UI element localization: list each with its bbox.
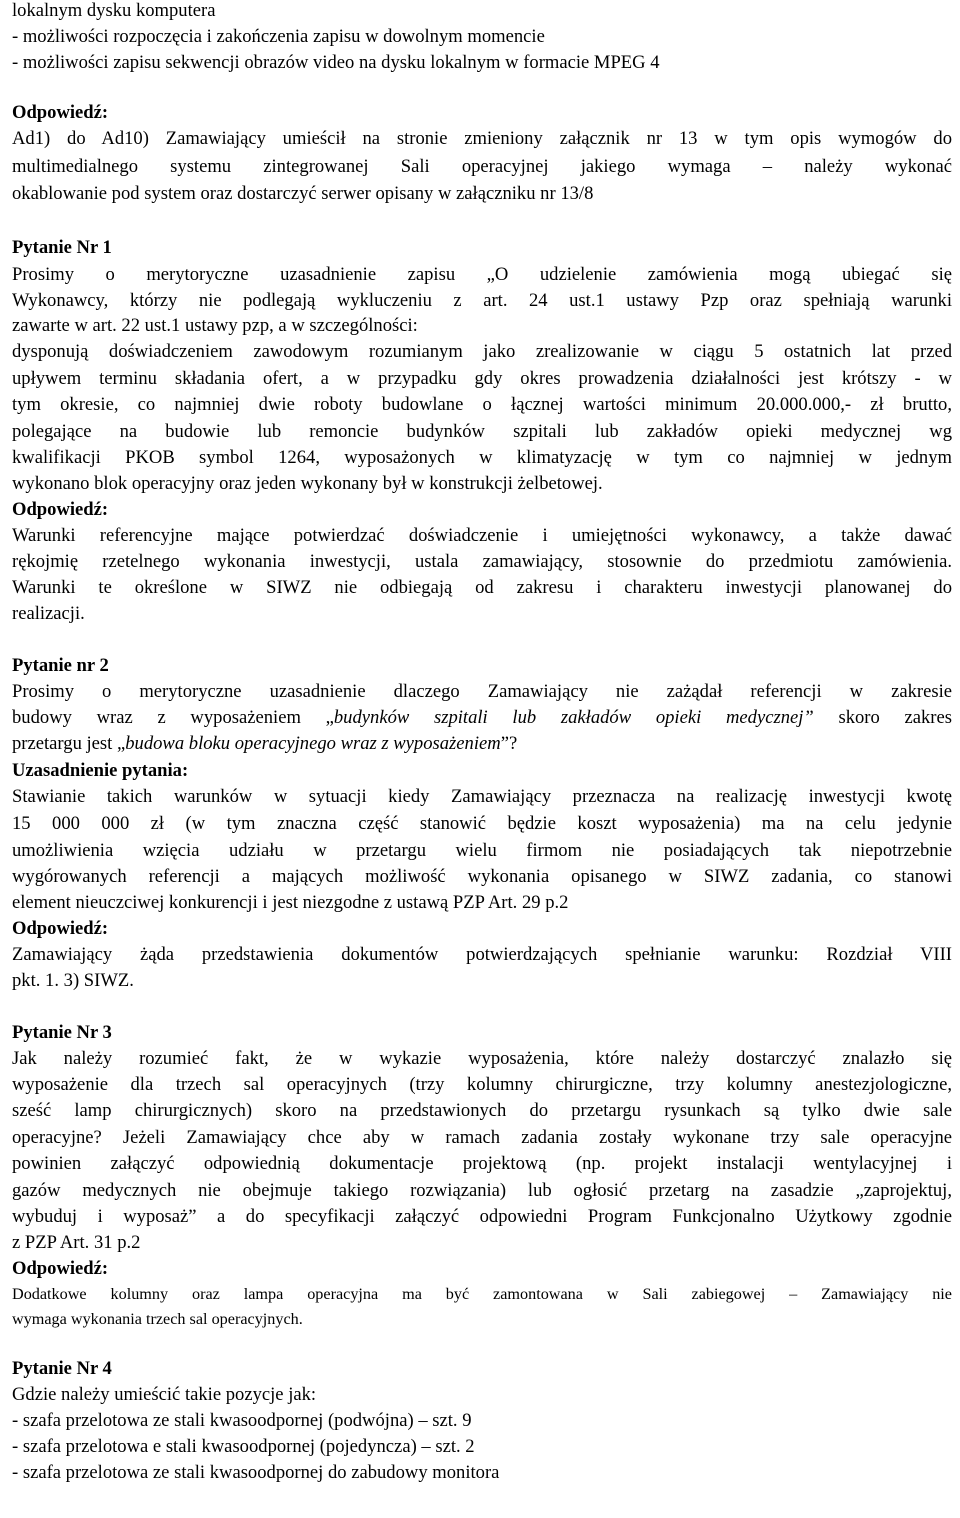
question-text-line: Gdzie należy umieścić takie pozycje jak: bbox=[12, 1384, 317, 1405]
answer-text-line: Dodatkowe kolumny oraz lampa operacyjna ma być zamontowana w Sali zabiegowej – Zamawiający nie bbox=[12, 1285, 952, 1303]
question-3-title: Pytanie Nr 3 bbox=[12, 1022, 112, 1043]
answer-heading: Odpowiedź: bbox=[12, 102, 109, 123]
question-text-line: tym okresie, co najmniej dwie roboty budowlane o łącznej wartości minimum 20.000.000,- zł brutto, bbox=[12, 394, 952, 415]
question-text-line: dysponują doświadczeniem zawodowym rozumianym jako zrealizowanie w ciągu 5 ostatnich lat przed bbox=[12, 341, 952, 362]
list-item: - szafa przelotowa ze stali kwasoodpornej do zabudowy monitora bbox=[12, 1462, 500, 1483]
answer-text-line: Warunki referencyjne mające potwierdzać doświadczenie i umiejętności wykonawcy, a także dawać bbox=[12, 525, 952, 546]
question-text-line: Prosimy o merytoryczne uzasadnienie dlaczego Zamawiający nie zażądał referencji w zakresie bbox=[12, 681, 952, 702]
answer-heading: Odpowiedź: bbox=[12, 918, 109, 939]
reason-text-line: Stawianie takich warunków w sytuacji kiedy Zamawiający przeznacza na realizację inwestycji kwotę bbox=[12, 786, 952, 807]
question-text-line: powinien załączyć odpowiednią dokumentacje projektową (np. projekt instalacji wentylacyjnej i bbox=[12, 1153, 952, 1174]
question-text-line bbox=[12, 731, 517, 757]
question-text-line: z PZP Art. 31 p.2 bbox=[12, 1232, 141, 1253]
question-text-line: wykonano blok operacyjny oraz jeden wykonany był w konstrukcji żelbetowej. bbox=[12, 473, 603, 494]
list-item: - szafa przelotowa e stali kwasoodpornej (pojedyncza) – szt. 2 bbox=[12, 1436, 475, 1457]
question-text-line: kwalifikacji PKOB symbol 1264, wyposażonych w klimatyzację w tym co najmniej w jednym bbox=[12, 447, 952, 468]
answer-text-line: Zamawiający żąda przedstawienia dokumentów potwierdzających spełnianie warunku: Rozdział VIII bbox=[12, 944, 952, 965]
question-2-title: Pytanie nr 2 bbox=[12, 655, 109, 676]
italic-quote: budynków szpitali lub zakładów opieki medycznej” bbox=[333, 707, 814, 728]
answer-text-line: realizacji. bbox=[12, 603, 85, 624]
reason-heading: Uzasadnienie pytania: bbox=[12, 760, 189, 781]
italic-quote: budowa bloku operacyjnego wraz z wyposażeniem bbox=[125, 733, 501, 754]
reason-text-line: umożliwienia wzięcia udziału w przetargu wielu firmom nie posiadających tak niepotrzebnie bbox=[12, 840, 952, 861]
question-text-line: sześć lamp chirurgicznych) skoro na przedstawionych do przetargu rysunkach są tylko dwie sale bbox=[12, 1100, 952, 1121]
text-segment: ”? bbox=[500, 733, 518, 754]
question-4-title: Pytanie Nr 4 bbox=[12, 1358, 112, 1379]
answer-text-line: okablowanie pod system oraz dostarczyć serwer opisany w załączniku nr 13/8 bbox=[12, 183, 594, 204]
question-text-line: zawarte w art. 22 ust.1 ustawy pzp, a w szczególności: bbox=[12, 315, 418, 336]
answer-text-line: Warunki te określone w SIWZ nie odbiegają od zakresu i charakteru inwestycji planowanej do bbox=[12, 577, 952, 598]
question-1-title: Pytanie Nr 1 bbox=[12, 237, 112, 258]
question-text-line: gazów medycznych nie obejmuje takiego rozwiązania) lub ogłosić przetarg na zasadzie „zaprojektuj, bbox=[12, 1180, 952, 1201]
answer-text-line: pkt. 1. 3) SIWZ. bbox=[12, 970, 134, 991]
question-text-line: wyposażenie dla trzech sal operacyjnych (trzy kolumny chirurgiczne, trzy kolumny anestezjologiczne, bbox=[12, 1074, 952, 1095]
reason-text-line: 15 000 000 zł (w tym znaczna część stanowić będzie koszt wyposażenia) ma na celu jedynie bbox=[12, 813, 952, 834]
reason-text-line: element nieuczciwej konkurencji i jest niezgodne z ustawą PZP Art. 29 p.2 bbox=[12, 892, 569, 913]
question-text-line: upływem terminu składania ofert, a w przypadku gdy okres prowadzenia działalności jest krótszy - w bbox=[12, 368, 952, 389]
answer-heading: Odpowiedź: bbox=[12, 1258, 109, 1279]
question-text-line: polegające na budowie lub remoncie budynków szpitali lub zakładów opieki medycznej wg bbox=[12, 421, 952, 442]
question-text-line: operacyjne? Jeżeli Zamawiający chce aby w ramach zadania zostały wykonane trzy sale operacyjne bbox=[12, 1127, 952, 1148]
answer-heading: Odpowiedź: bbox=[12, 499, 109, 520]
question-text-line: Jak należy rozumieć fakt, że w wykazie wyposażenia, które należy dostarczyć znalazło się bbox=[12, 1048, 952, 1069]
question-text-line bbox=[12, 705, 952, 731]
question-text-line: Wykonawcy, którzy nie podlegają wykluczeniu z art. 24 ust.1 ustawy Pzp oraz spełniają warunki bbox=[12, 290, 952, 311]
text-segment: przetargu jest „ bbox=[12, 733, 126, 754]
list-item: - szafa przelotowa ze stali kwasoodpornej (podwójna) – szt. 9 bbox=[12, 1410, 472, 1431]
answer-text-line: Ad1) do Ad10) Zamawiający umieścił na stronie zmieniony załącznik nr 13 w tym opis wymogów do bbox=[12, 128, 952, 149]
intro-line: lokalnym dysku komputera bbox=[12, 0, 216, 21]
question-text-line: wybuduj i wyposaż” a do specyfikacji załączyć odpowiedni Program Funkcjonalno Użytkowy zgodnie bbox=[12, 1206, 952, 1227]
answer-text-line: wymaga wykonania trzech sal operacyjnych. bbox=[12, 1310, 303, 1328]
answer-text-line: multimedialnego systemu zintegrowanej Sali operacyjnej jakiego wymaga – należy wykonać bbox=[12, 156, 952, 177]
text-segment: skoro zakres bbox=[813, 707, 952, 728]
intro-bullet: - możliwości rozpoczęcia i zakończenia zapisu w dowolnym momencie bbox=[12, 26, 545, 47]
answer-text-line: rękojmię rzetelnego wykonania inwestycji, ustala zamawiający, stosownie do przedmiotu zamówienia. bbox=[12, 551, 952, 572]
question-text-line: Prosimy o merytoryczne uzasadnienie zapisu „O udzielenie zamówienia mogą ubiegać się bbox=[12, 264, 952, 285]
text-segment: budowy wraz z wyposażeniem „ bbox=[12, 707, 334, 728]
intro-bullet: - możliwości zapisu sekwencji obrazów video na dysku lokalnym w formacie MPEG 4 bbox=[12, 52, 660, 73]
reason-text-line: wygórowanych referencji a mających możliwość wykonania opisanego w SIWZ zadania, co stanowi bbox=[12, 866, 952, 887]
